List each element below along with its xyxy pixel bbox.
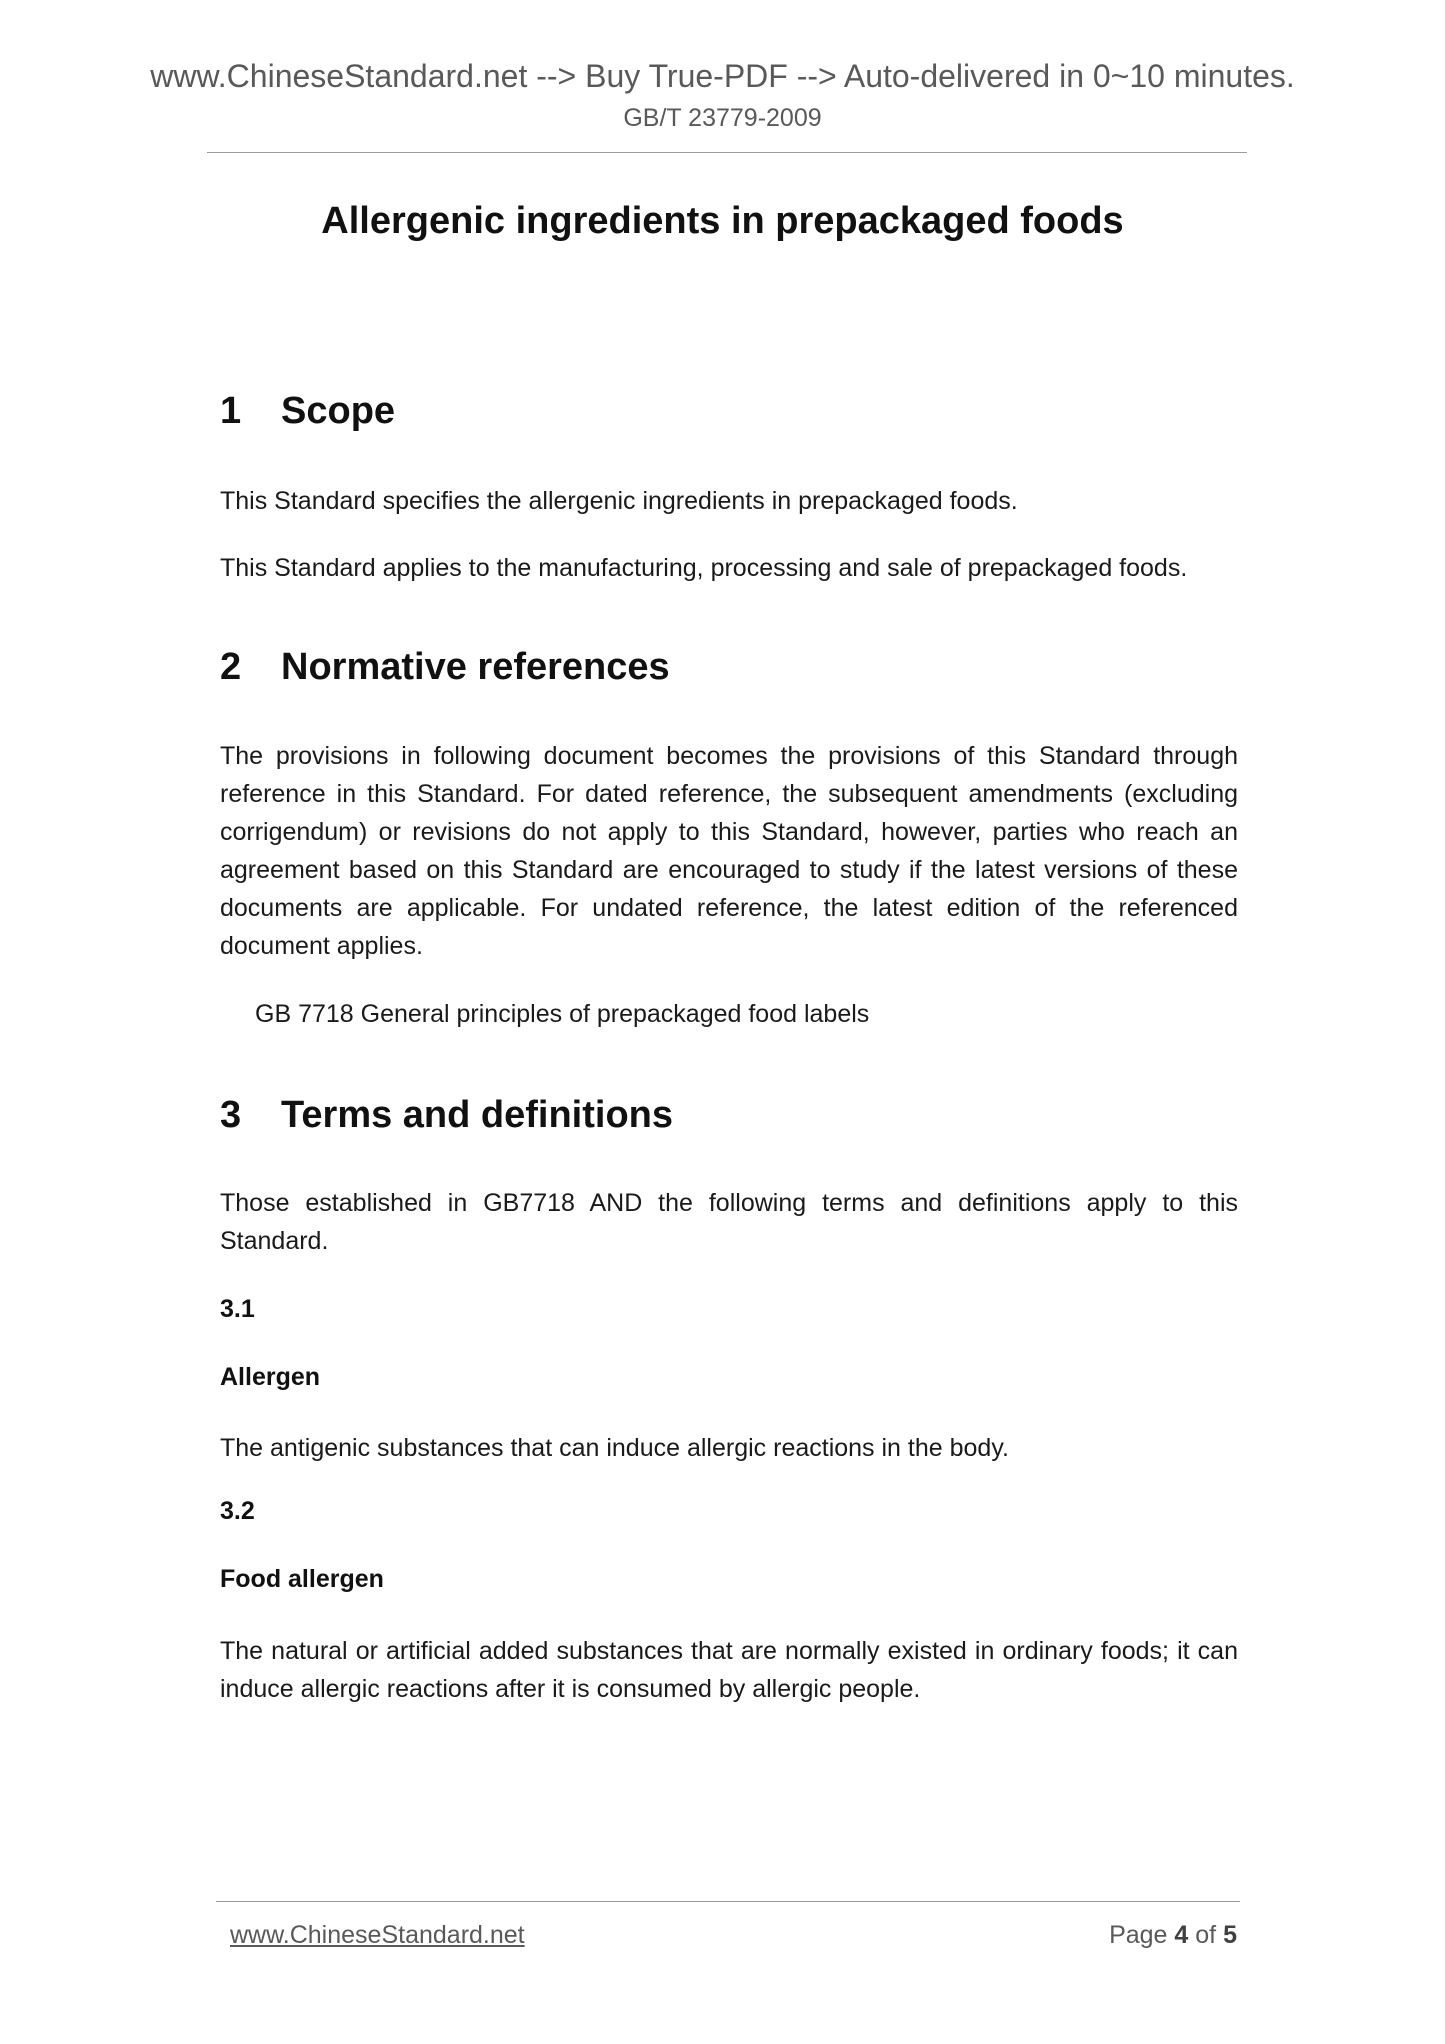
term-name: Food allergen xyxy=(220,1565,384,1593)
section-title: Normative references xyxy=(281,646,670,688)
term-name: Allergen xyxy=(220,1363,321,1391)
section-heading-terms-definitions xyxy=(220,1094,673,1137)
scope-paragraph-1: This Standard specifies the allergenic ingredients in prepackaged foods. xyxy=(220,487,1018,515)
standard-code: GB/T 23779-2009 xyxy=(623,104,822,132)
scope-paragraph-2: This Standard applies to the manufacturing, processing and sale of prepackaged foods. xyxy=(220,554,1188,582)
footer-website-link[interactable]: www.ChineseStandard.net xyxy=(230,1921,525,1949)
section-number: 3 xyxy=(220,1094,242,1136)
footer-divider xyxy=(216,1901,1240,1902)
section-heading-normative-references xyxy=(220,646,670,689)
section-number: 2 xyxy=(220,646,242,688)
normative-references-paragraph: The provisions in following document becomes the provisions of this Standard through reference in this Standard. For dated reference, the subsequent amendments (excluding corrigendum) or revisions do not apply to this Standard, however, parties who reach an agreement based on this Standard are encouraged to study if the latest versions of these documents are applicable. For undated reference, the latest edition of the referenced document applies. xyxy=(220,742,1238,960)
page-current: 4 xyxy=(1174,1921,1189,1949)
header-divider xyxy=(207,152,1247,153)
section-heading-scope xyxy=(220,390,395,433)
page-indicator xyxy=(1109,1921,1237,1950)
section-title: Terms and definitions xyxy=(281,1094,674,1136)
page-total: 5 xyxy=(1223,1921,1237,1949)
section-number: 1 xyxy=(220,390,242,432)
header-banner: www.ChineseStandard.net --> Buy True-PDF --> Auto-delivered in 0~10 minutes. xyxy=(150,58,1295,94)
terms-intro-paragraph: Those established in GB7718 AND the following terms and definitions apply to this Standard. xyxy=(220,1189,1238,1255)
page-label: Page xyxy=(1109,1921,1168,1949)
reference-item: GB 7718 General principles of prepackaged food labels xyxy=(255,1000,870,1028)
term-definition: The antigenic substances that can induce allergic reactions in the body. xyxy=(220,1434,1009,1462)
term-number: 3.1 xyxy=(220,1295,255,1323)
section-title: Scope xyxy=(281,390,396,432)
term-number: 3.2 xyxy=(220,1497,255,1525)
page-of: of xyxy=(1195,1921,1217,1949)
term-definition: The natural or artificial added substances that are normally existed in ordinary foods; it can induce allergic reactions after it is consumed by allergic people. xyxy=(220,1637,1238,1703)
document-title: Allergenic ingredients in prepackaged foods xyxy=(321,200,1124,242)
